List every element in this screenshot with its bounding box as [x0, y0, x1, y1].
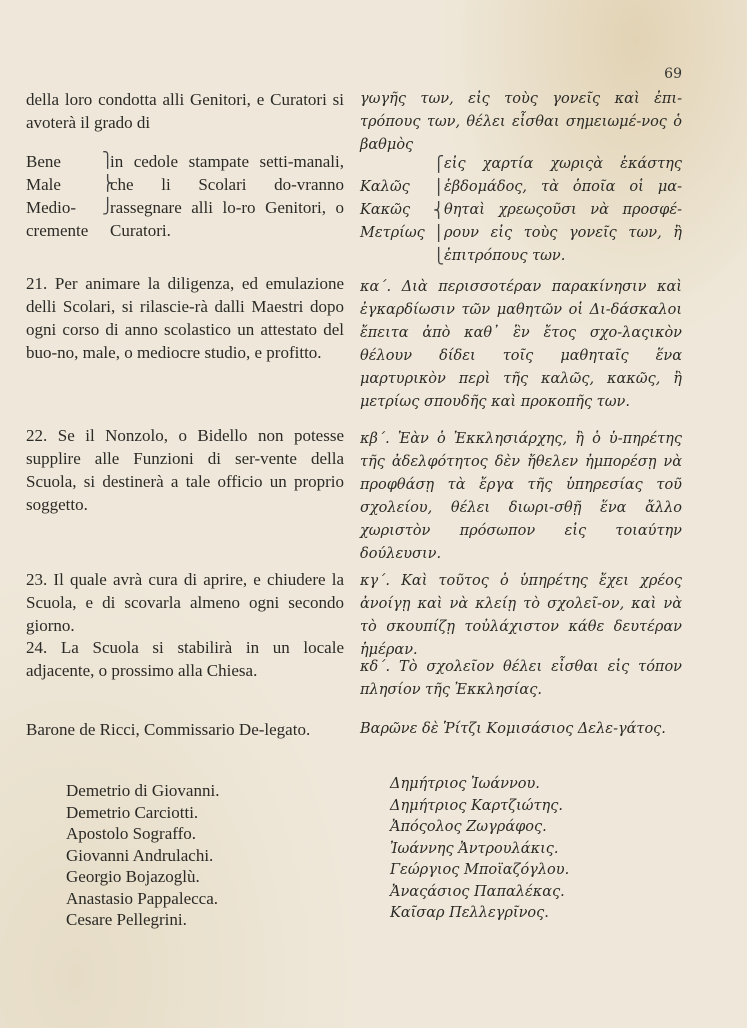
grade-item: Κακῶς — [360, 202, 411, 218]
signatory-name: Demetrio Carciotti. — [66, 802, 199, 822]
grade-item: Καλῶς — [360, 179, 410, 195]
signature-line: Barone de Ricci, Commissario De-legato. — [26, 720, 311, 739]
grade-item: Bene — [26, 152, 61, 171]
grade-list — [360, 176, 432, 245]
article-24: 24. La Scuola si stabilirà in un locale adjacente, o prossimo alla Chiesa. — [26, 638, 344, 680]
signatory-name: Cesare Pellegrini. — [66, 910, 187, 929]
signatory-name: Καῖσαρ Πελλεγρῖνος. — [390, 905, 549, 921]
article-23: κγ΄. Καὶ τοῦτος ὁ ὑπηρέτης ἔχει χρέος ἀνοίγῃ καὶ νὰ κλείῃ τὸ σχολεῖ-ον, καὶ νὰ τὸ σκουπίζῃ τοὐλάχιστον κάθε δευτέραν ἡμέραν. — [360, 573, 682, 658]
grade-item: Male — [26, 175, 61, 194]
grades-block — [26, 150, 344, 242]
signatories-list — [66, 780, 219, 931]
grades-text: in cedole stampate setti-manali, che li Scolari do-vranno rassegnare alli lo-ro Genitori, o Curatori. — [110, 152, 344, 240]
grades-text: εἰς χαρτία χωριςὰ ἑκάστης ἑβδομάδος, τὰ ὁποῖα οἱ μα-θηταὶ χρεωςοῦσι νὰ προσφέ-ρουν εἰς τοὺς γονεῖς των, ἢ ἐπιτρόπους των. — [444, 156, 682, 264]
signatory-name: Georgio Bojazoglù. — [66, 867, 200, 886]
grade-item: cremente — [26, 221, 89, 240]
grade-item: Medio- — [26, 198, 77, 217]
grades-block — [360, 153, 682, 273]
article-24: κδ΄. Τὸ σχολεῖον θέλει εἶσθαι εἰς τόπον πλησίον τῆς Ἐκκλησίας. — [360, 659, 682, 698]
article-21: 21. Per animare la diligenza, ed emulazione delli Scolari, si rilascie-rà dalli Maestri dopo ogni corso di anno scolastico un attestato del buo-no, male, o mediocre studio, e profitto. — [26, 274, 344, 362]
page-number: 69 — [664, 66, 682, 82]
signatory-name: Anastasio Pappalecca. — [66, 888, 218, 908]
brace-icon: ⎧ ⎪ ⎨ ⎪ ⎩ — [433, 155, 445, 265]
signatory-name: Δημήτριος Καρτζιώτης. — [390, 797, 563, 814]
article-21: κα΄. Διὰ περισσοτέραν παρακίνησιν καὶ ἐγκαρδίωσιν τῶν μαθητῶν οἱ Δι-δάσκαλοι ἔπειτα ἀπὸ καθ᾿ ἓν ἔτος σχο-λαςικὸν θέλουν δίδει τοῖς μαθηταῖς ἕνα μαρτυρικὸν περὶ τῆς καλῶς, κακῶς, ἢ μετρίως σπουδῆς καὶ προκοπῆς των. — [360, 279, 682, 410]
signatory-name: Ἰωάννης Ἀντρουλάκις. — [390, 840, 559, 857]
article-22: κβ΄. Ἐὰν ὁ Ἐκκλησιάρχης, ἢ ὁ ὑ-πηρέτης τῆς ἀδελφότητος δὲν ἤθελεν ἠμπορέσῃ νὰ προφθάσῃ τὰ ἔργα τῆς ὑπηρεσίας τοῦ σχολείου, θέλει διωρι-σθῇ ἕνα ἄλλο χωριστὸν πρόσωπον εἰς τοιαύτην δούλευσιν. — [360, 431, 682, 562]
signatory-name: Δημήτριος Ἰωάννου. — [390, 776, 540, 792]
signatory-name: Γεώργιος Μποϊαζόγλου. — [390, 862, 570, 878]
signatory-name: Ἀναςάσιος Παπαλέκας. — [390, 883, 565, 900]
grade-item: Μετρίως — [360, 225, 425, 241]
intro-paragraph: della loro condotta alli Genitori, e Curatori si avoterà il grado di — [26, 90, 344, 132]
signatory-name: Demetrio di Giovanni. — [66, 781, 220, 800]
signatories-list — [390, 774, 569, 925]
article-23: 23. Il quale avrà cura di aprire, e chiudere la Scuola, e di scovarla almeno ogni secondo giorno. — [26, 570, 344, 635]
intro-paragraph: γωγῆς των, εἰς τοὺς γονεῖς καὶ ἐπι-τρόπους των, θέλει εἶσθαι σημειωμέ-νος ὁ βαθμὸς — [360, 91, 682, 153]
signatory-name: Apostolo Sograffo. — [66, 824, 197, 843]
signatory-name: Ἀπόςολος Ζωγράφος. — [390, 819, 547, 835]
signature-line: Βαρῶνε δὲ Ῥίτζι Κομισάσιος Δελε-γάτος. — [360, 721, 666, 737]
article-22: 22. Se il Nonzolo, o Bidello non potesse supplire alle Funzioni di ser-vente della Scuola, si destinerà a tale officio un proprio soggetto. — [26, 426, 344, 514]
grade-list — [26, 150, 106, 242]
brace-icon: ⎫ ⎬ ⎭ — [102, 153, 114, 215]
signatory-name: Giovanni Andrulachi. — [66, 845, 214, 865]
